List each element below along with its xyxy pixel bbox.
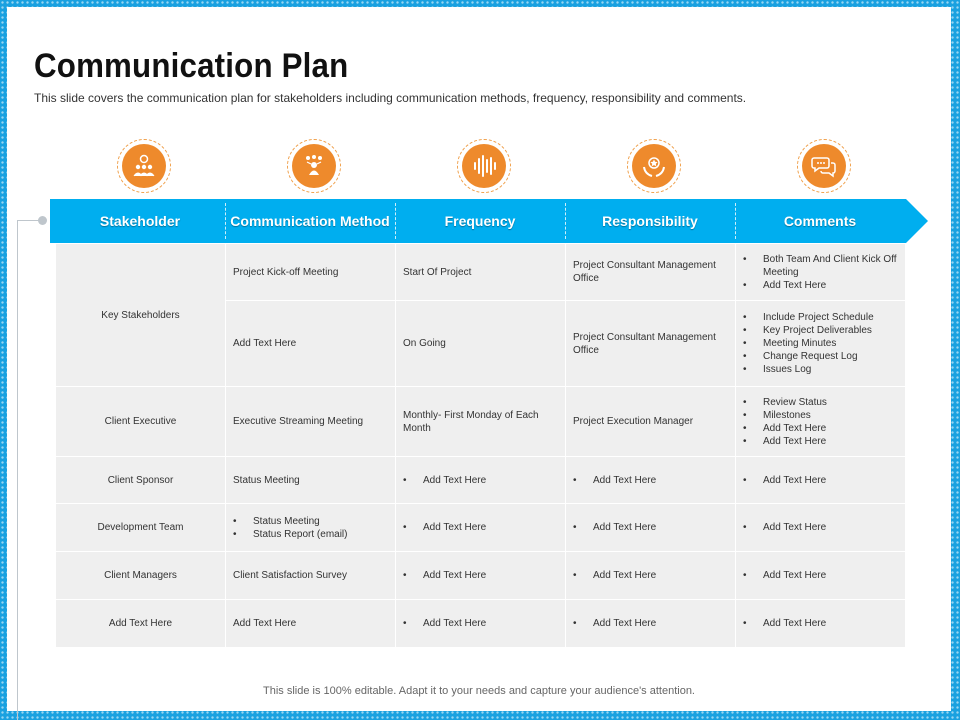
method-cell: Add Text Here: [226, 600, 396, 648]
list-item: • Add Text Here: [743, 435, 827, 447]
list-item: • Key Project Deliverables: [743, 325, 872, 336]
connector-dot: [38, 216, 47, 225]
comments-cell: • Add Text Here: [736, 600, 906, 648]
stakeholder-cell: Client Sponsor: [56, 457, 226, 504]
table-row: [56, 504, 906, 552]
list-item: • Add Text Here: [743, 422, 827, 434]
column-header-responsibility: Responsibility: [602, 213, 698, 229]
method-cell: Status Meeting: [226, 457, 396, 504]
stakeholder-cell: Client Managers: [56, 552, 226, 600]
method-cell: Executive Streaming Meeting: [226, 387, 396, 457]
table-row: [56, 387, 906, 457]
responsibility-cell: Project Consultant Management Office: [566, 244, 736, 301]
page-title: Communication Plan: [34, 47, 349, 85]
table-row: [56, 457, 906, 504]
stakeholder-cell: Development Team: [56, 504, 226, 552]
list-item: • Review Status: [743, 396, 827, 408]
column-header-stakeholder: Stakeholder: [99, 213, 181, 229]
footer-note: This slide is 100% editable. Adapt it to your needs and capture your audience's attention.: [263, 685, 695, 697]
comments-cell: • Add Text Here: [736, 504, 906, 552]
stakeholder-cell: Client Executive: [56, 387, 226, 457]
responsibility-cell: Project Execution Manager: [566, 387, 736, 457]
frequency-cell: Start Of Project: [396, 244, 566, 301]
table-row: [56, 244, 906, 301]
page-subtitle: This slide covers the communication plan for stakeholders including communication methods, frequency, responsibility and comments.: [34, 91, 747, 105]
column-header-frequency: Frequency: [444, 213, 516, 229]
comments-cell: [736, 301, 906, 387]
method-cell: Client Satisfaction Survey: [226, 552, 396, 600]
column-header-communication-method: Communication Method: [230, 213, 390, 229]
table-row: [56, 552, 906, 600]
responsibility-cell: • Add Text Here: [566, 552, 736, 600]
list-item: • Status Meeting: [233, 515, 320, 527]
list-item: • Issues Log: [743, 364, 812, 375]
stakeholder-cell: Key Stakeholders: [56, 244, 226, 387]
communication-table: [55, 243, 906, 648]
list-item: • Change Request Log: [743, 351, 858, 362]
responsibility-cell: • Add Text Here: [566, 504, 736, 552]
column-header-comments: Comments: [783, 213, 857, 229]
frequency-cell: • Add Text Here: [396, 552, 566, 600]
hands-star-icon: [627, 139, 683, 195]
method-cell: [226, 504, 396, 552]
comments-cell: • Add Text Here: [736, 457, 906, 504]
responsibility-cell: • Add Text Here: [566, 600, 736, 648]
chat-bubbles-icon: [797, 139, 853, 195]
stakeholder-cell: Add Text Here: [56, 600, 226, 648]
slide: [7, 7, 951, 711]
comments-cell: • Add Text Here: [736, 552, 906, 600]
table-row: [56, 600, 906, 648]
method-cell: Add Text Here: [226, 301, 396, 387]
list-item: • Meeting Minutes: [743, 338, 837, 349]
soundwave-icon: [457, 139, 513, 195]
connector-line: [17, 220, 18, 720]
list-item: • Both Team And Client Kick Off Meeting: [743, 253, 897, 278]
frequency-cell: • Add Text Here: [396, 504, 566, 552]
method-cell: Project Kick-off Meeting: [226, 244, 396, 301]
list-item: • Status Report (email): [233, 528, 348, 540]
responsibility-cell: • Add Text Here: [566, 457, 736, 504]
responsibility-cell: Project Consultant Management Office: [566, 301, 736, 387]
comments-cell: [736, 244, 906, 301]
list-item: • Add Text Here: [743, 279, 827, 291]
comments-cell: [736, 387, 906, 457]
frequency-cell: Monthly- First Monday of Each Month: [396, 387, 566, 457]
list-item: • Include Project Schedule: [743, 312, 874, 323]
table-header: [50, 199, 928, 243]
frequency-cell: • Add Text Here: [396, 600, 566, 648]
frequency-cell: On Going: [396, 301, 566, 387]
people-icon: [117, 139, 173, 195]
header-icons: [55, 139, 905, 199]
presenter-icon: [287, 139, 343, 195]
list-item: • Milestones: [743, 409, 811, 421]
frequency-cell: • Add Text Here: [396, 457, 566, 504]
